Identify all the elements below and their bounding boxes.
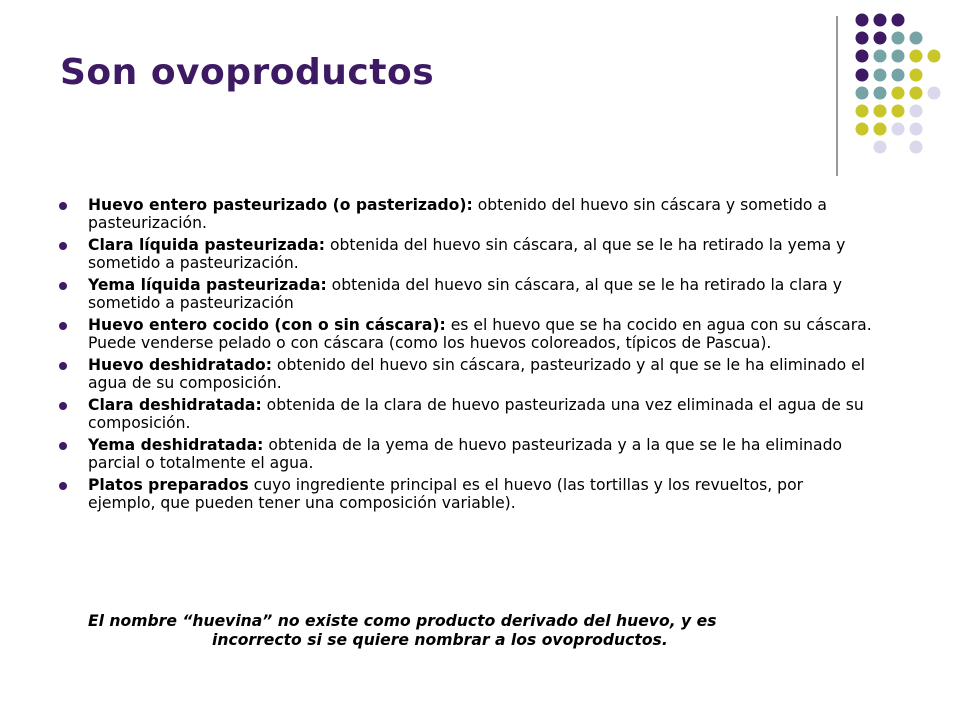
item-term: Huevo deshidratado: — [88, 356, 272, 374]
decor-dot — [910, 141, 923, 154]
decor-dot — [856, 87, 869, 100]
decor-dot — [892, 87, 905, 100]
ovoproduct-list — [54, 196, 874, 516]
dot-row-6 — [856, 105, 923, 118]
decor-dot — [874, 123, 887, 136]
decor-dot — [874, 141, 887, 154]
huevina-note — [88, 612, 848, 650]
list-item — [54, 396, 874, 432]
decor-dot — [910, 69, 923, 82]
decor-dot — [874, 14, 887, 27]
bullet-icon — [59, 482, 67, 490]
decor-dot — [856, 14, 869, 27]
decor-dot — [856, 50, 869, 63]
bullet-icon — [59, 402, 67, 410]
dot-row-3 — [856, 50, 941, 63]
decor-dot — [928, 87, 941, 100]
bullet-icon — [59, 322, 67, 330]
item-description: obtenida del huevo sin cáscara, al que se le ha retirado la clara y sometido a pasteurización — [88, 276, 842, 312]
bullet-icon — [59, 242, 67, 250]
decor-dot — [892, 32, 905, 45]
note-line-1: El nombre “huevina” no existe como producto derivado del huevo, y es — [88, 612, 717, 630]
dot-row-5 — [856, 87, 941, 100]
item-term: Yema líquida pasteurizada: — [88, 276, 327, 294]
bullet-icon — [59, 282, 67, 290]
list-item — [54, 276, 874, 312]
item-description: obtenida del huevo sin cáscara, al que se le ha retirado la yema y sometido a pasteurización. — [88, 236, 846, 272]
decor-dot — [892, 50, 905, 63]
item-term: Clara líquida pasteurizada: — [88, 236, 326, 254]
dot-row-8 — [874, 141, 923, 154]
decor-dot — [874, 69, 887, 82]
decor-dot — [874, 50, 887, 63]
list-item — [54, 356, 874, 392]
decor-dot — [856, 105, 869, 118]
dot-row-7 — [856, 123, 923, 136]
item-term: Yema deshidratada: — [88, 436, 264, 454]
item-description: cuyo ingrediente principal es el huevo (las tortillas y los revueltos, por ejemplo, que pueden tener una composición variable). — [88, 476, 804, 512]
bullet-icon — [59, 442, 67, 450]
decor-dot — [856, 69, 869, 82]
decor-dot — [892, 14, 905, 27]
list-item — [54, 236, 874, 272]
decor-dot — [910, 32, 923, 45]
item-description: obtenida de la clara de huevo pasteurizada una vez eliminada el agua de su composición. — [88, 396, 864, 432]
decor-dot — [856, 123, 869, 136]
item-term: Platos preparados — [88, 476, 249, 494]
item-description: obtenido del huevo sin cáscara y sometido a pasteurización. — [88, 196, 827, 232]
decor-dot — [892, 69, 905, 82]
slide-title: Son ovoproductos — [60, 52, 435, 93]
decor-dot — [910, 50, 923, 63]
decor-dot — [856, 32, 869, 45]
decor-dot — [928, 50, 941, 63]
item-description: obtenida de la yema de huevo pasteurizada y a la que se le ha eliminado parcial o totalmente el agua. — [88, 436, 843, 472]
list-item — [54, 196, 874, 232]
item-description: es el huevo que se ha cocido en agua con su cáscara. Puede venderse pelado o con cáscara (como los huevos coloreados, típicos de Pascua). — [88, 316, 872, 352]
item-term: Huevo entero cocido (con o sin cáscara): — [88, 316, 446, 334]
dot-row-1 — [856, 14, 905, 27]
list-item — [54, 316, 874, 352]
decor-dot — [910, 123, 923, 136]
list-item — [54, 476, 874, 512]
decor-dot — [874, 32, 887, 45]
bullet-icon — [59, 362, 67, 370]
dot-row-2 — [856, 32, 923, 45]
item-term: Clara deshidratada: — [88, 396, 262, 414]
dot-row-4 — [856, 69, 923, 82]
item-term: Huevo entero pasteurizado (o pasterizado): — [88, 196, 473, 214]
decor-dot — [892, 123, 905, 136]
decor-dot — [910, 87, 923, 100]
note-line-2: incorrecto si se quiere nombrar a los ovoproductos. — [212, 631, 668, 649]
decor-dot — [874, 105, 887, 118]
decor-dot — [874, 87, 887, 100]
decor-dot — [892, 105, 905, 118]
bullet-icon — [59, 202, 67, 210]
item-description: obtenido del huevo sin cáscara, pasteurizado y al que se le ha eliminado el agua de su composición. — [88, 356, 866, 392]
decor-dot — [910, 105, 923, 118]
list-item — [54, 436, 874, 472]
